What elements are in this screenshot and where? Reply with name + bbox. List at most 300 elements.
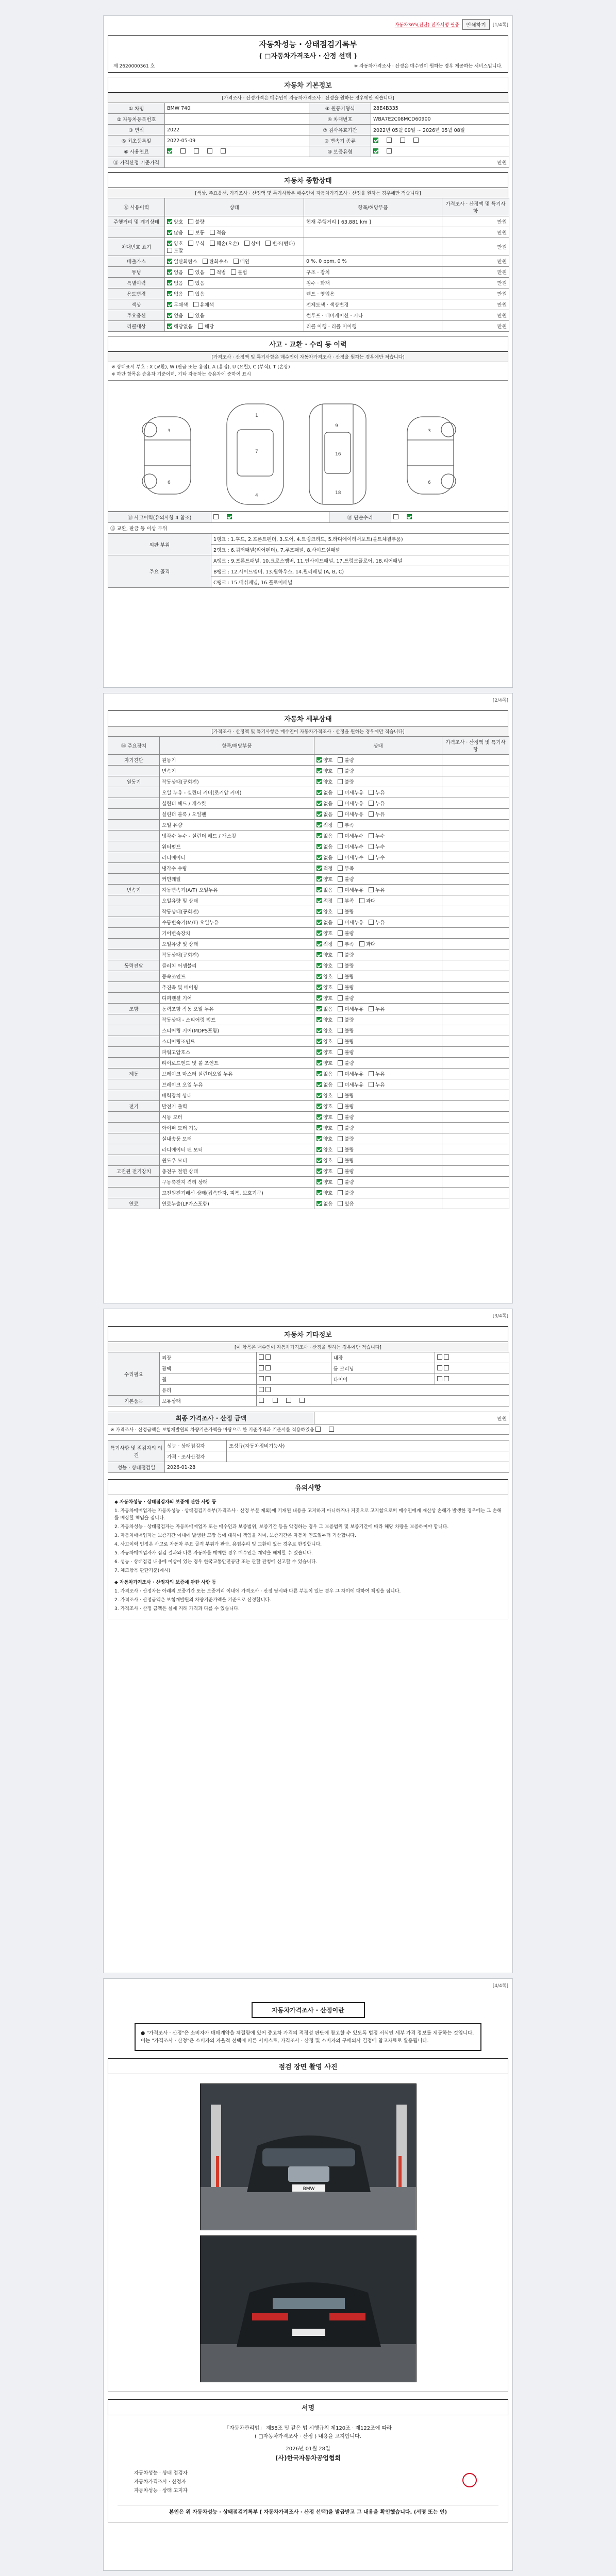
label-price-inspector: 가격 · 조사산정자 xyxy=(165,1451,227,1462)
checkbox-icon[interactable] xyxy=(188,241,193,246)
checkbox-icon[interactable] xyxy=(210,269,215,275)
table-cell xyxy=(165,299,304,310)
part-label: 11.인사이드패널 xyxy=(297,558,334,564)
table-cell xyxy=(108,982,160,993)
option-label: 없음 xyxy=(323,812,333,818)
checkbox-icon[interactable] xyxy=(338,1136,343,1141)
checkbox-icon[interactable] xyxy=(213,514,219,519)
checkbox-icon[interactable] xyxy=(259,1398,264,1403)
checkbox-icon[interactable] xyxy=(317,1125,322,1130)
checkbox-icon[interactable] xyxy=(265,1354,271,1360)
checkbox-icon[interactable] xyxy=(167,269,172,275)
checkbox-icon[interactable] xyxy=(444,1376,449,1381)
general-sub: [색상, 주요옵션, 가격조사 · 산정액 및 특기사항은 매수인이 자동차가격조사 · 산정을 원하는 경우에만 적습니다] xyxy=(108,188,508,198)
option-label: 부족 xyxy=(344,866,354,872)
checkbox-icon[interactable] xyxy=(167,324,172,329)
option-label: 불량 xyxy=(344,1126,354,1131)
part-label: 14.필러패널 xyxy=(295,569,322,575)
option-label: 양호 xyxy=(323,1137,333,1142)
checkbox-icon[interactable] xyxy=(369,1082,374,1087)
checkbox-icon[interactable] xyxy=(317,985,322,990)
checkbox-icon[interactable] xyxy=(387,148,392,154)
table-cell xyxy=(314,1069,442,1079)
rank-label: C랭크 xyxy=(213,580,226,586)
checkbox-icon[interactable] xyxy=(317,1060,322,1065)
table-cell xyxy=(314,939,442,950)
table-cell: 만원 xyxy=(442,310,509,321)
table-cell xyxy=(442,971,509,982)
checkbox-icon[interactable] xyxy=(167,302,172,307)
checkbox-icon[interactable] xyxy=(317,920,322,925)
other-sub: [이 항목은 매수인이 자동차가격조사 · 산정을 원하는 경우에만 적습니다] xyxy=(108,1342,508,1352)
checkbox-icon[interactable] xyxy=(437,1376,442,1381)
table-cell xyxy=(442,1188,509,1198)
table-cell xyxy=(314,960,442,971)
checkbox-icon[interactable] xyxy=(167,259,172,264)
table-row xyxy=(108,971,509,982)
table-cell xyxy=(108,950,160,960)
checkbox-icon[interactable] xyxy=(317,1158,322,1163)
checkbox-icon[interactable] xyxy=(188,230,193,235)
option-label: 불량 xyxy=(344,1180,354,1185)
checkbox-icon[interactable] xyxy=(188,291,193,296)
table-row xyxy=(108,798,509,809)
value-price-inspector xyxy=(227,1451,509,1462)
table-cell xyxy=(108,1123,160,1133)
label-plate: ② 자동차등록번호 xyxy=(108,114,165,125)
table-row xyxy=(108,1144,509,1155)
checkbox-icon[interactable] xyxy=(338,833,343,838)
option-label: 적정 xyxy=(323,942,333,947)
checkbox-icon[interactable] xyxy=(317,779,322,784)
seal-area xyxy=(436,2469,482,2500)
checkbox-icon[interactable] xyxy=(338,855,343,860)
svg-text:18: 18 xyxy=(335,490,341,496)
option-label: 없음 xyxy=(323,1201,333,1207)
table-cell: 충전구 절연 상태 xyxy=(160,1166,314,1177)
warranty-options xyxy=(371,146,509,157)
table-cell: 스티어링 기어(MDPS포함) xyxy=(160,1025,314,1036)
option-label: 부식 xyxy=(195,241,205,247)
table-cell xyxy=(314,1123,442,1133)
checkbox-icon[interactable] xyxy=(373,148,378,154)
checkbox-icon[interactable] xyxy=(369,790,374,795)
option-label: 없음 xyxy=(323,888,333,893)
checkbox-icon[interactable] xyxy=(338,876,343,882)
part-label: A xyxy=(325,569,329,575)
option-label: 불량 xyxy=(344,1093,354,1099)
checkbox-icon[interactable] xyxy=(194,148,199,154)
checkbox-icon[interactable] xyxy=(265,241,271,246)
rank-label: 2랭크 xyxy=(213,548,226,553)
table-cell: 고전원 전기장치 xyxy=(108,1166,160,1177)
table-row xyxy=(108,1101,509,1112)
label-vin: ④ 차대번호 xyxy=(309,114,371,125)
checkbox-icon[interactable] xyxy=(338,801,343,806)
table-cell: 브레이크 오일 누유 xyxy=(160,1079,314,1090)
table-cell: 전기 xyxy=(108,1101,160,1112)
checkbox-icon[interactable] xyxy=(259,1354,264,1360)
checkbox-icon[interactable] xyxy=(286,1398,291,1403)
checkbox-icon[interactable] xyxy=(317,1049,322,1055)
checkbox-icon[interactable] xyxy=(227,514,232,519)
table-cell: 등속조인트 xyxy=(160,971,314,982)
table-cell xyxy=(314,755,442,766)
table-cell: 전체도색 · 색상변경 xyxy=(304,299,442,310)
checkbox-icon[interactable] xyxy=(317,1071,322,1076)
table-cell xyxy=(314,885,442,895)
checkbox-icon[interactable] xyxy=(407,514,412,519)
checkbox-icon[interactable] xyxy=(234,259,239,264)
checkbox-icon[interactable] xyxy=(317,811,322,817)
checkbox-icon[interactable] xyxy=(180,148,186,154)
checkbox-icon[interactable] xyxy=(338,1114,343,1120)
checkbox-icon[interactable] xyxy=(317,995,322,1001)
checkbox-icon[interactable] xyxy=(413,138,419,143)
table-cell: 썬루프 · 네비게이션 · 기타 xyxy=(304,310,442,321)
checkbox-icon[interactable] xyxy=(317,1028,322,1033)
checkbox-icon[interactable] xyxy=(338,930,343,936)
checkbox-icon[interactable] xyxy=(338,995,343,1001)
checkbox-icon[interactable] xyxy=(167,291,172,296)
table-cell xyxy=(442,1166,509,1177)
table-cell xyxy=(442,939,509,950)
table-cell xyxy=(314,809,442,820)
table-cell xyxy=(314,950,442,960)
final-price-unit: 만원 xyxy=(314,1412,509,1425)
sign-text: 「자동차관리법」 제58조 및 같은 법 시행규칙 제120조 · 제122조에 따라 xyxy=(224,2426,392,2432)
checkbox-icon[interactable] xyxy=(338,1190,343,1195)
checkbox-icon[interactable] xyxy=(317,876,322,882)
table-cell xyxy=(314,1144,442,1155)
checkbox-icon[interactable] xyxy=(338,941,343,946)
checkbox-icon[interactable] xyxy=(207,148,212,154)
checkbox-icon[interactable] xyxy=(317,1147,322,1152)
checkbox-icon[interactable] xyxy=(317,790,322,795)
checkbox-icon[interactable] xyxy=(167,230,172,235)
checkbox-icon[interactable] xyxy=(188,280,193,285)
option-label: 양호 xyxy=(323,931,333,937)
checkbox-icon[interactable] xyxy=(338,790,343,795)
table-cell xyxy=(314,787,442,798)
checkbox-icon[interactable] xyxy=(317,1006,322,1011)
label-simple-repair: ⑭ 단순수리 xyxy=(329,512,391,523)
checkbox-icon[interactable] xyxy=(167,313,172,318)
checkbox-icon[interactable] xyxy=(273,1398,278,1403)
checkbox-icon[interactable] xyxy=(265,1365,271,1370)
table-cell xyxy=(108,809,160,820)
checkbox-icon[interactable] xyxy=(231,269,236,275)
other-header: 자동차 기타정보 xyxy=(108,1326,508,1342)
table-cell: 제동 xyxy=(108,1069,160,1079)
checkbox-icon[interactable] xyxy=(369,833,374,838)
item-label: 외장 xyxy=(160,1352,257,1363)
checkbox-icon[interactable] xyxy=(338,985,343,990)
checkbox-icon[interactable] xyxy=(338,1060,343,1065)
checkbox-icon[interactable] xyxy=(317,887,322,892)
checkbox-icon[interactable] xyxy=(317,1093,322,1098)
table-row xyxy=(108,1047,509,1058)
receipt-text: 본인은 위 자동차성능 · 상태점검기록부 [ 자동차가격조사 · 산정 선택]을 발급받고 그 내용을 확인했습니다. xyxy=(169,2509,412,2515)
checkbox-icon[interactable] xyxy=(265,1387,271,1392)
table-cell: 발전기 출력 xyxy=(160,1101,314,1112)
table-cell: 만원 xyxy=(442,256,509,267)
checkbox-icon[interactable] xyxy=(444,1354,449,1360)
checkbox-icon[interactable] xyxy=(259,1365,264,1370)
checkbox-icon[interactable] xyxy=(338,844,343,849)
item-label: 내장 xyxy=(331,1352,435,1363)
checkbox-icon[interactable] xyxy=(167,280,172,285)
print-button[interactable]: 인쇄하기 xyxy=(462,19,490,30)
checkbox-icon[interactable] xyxy=(317,1114,322,1120)
option-label: 불량 xyxy=(344,1061,354,1066)
checkbox-icon[interactable] xyxy=(315,1427,321,1432)
option-label: 양호 xyxy=(323,1191,333,1196)
table-row xyxy=(108,993,509,1004)
checkbox-icon[interactable] xyxy=(338,952,343,957)
checkbox-icon[interactable] xyxy=(338,1028,343,1033)
checkbox-icon[interactable] xyxy=(338,1179,343,1184)
table-row xyxy=(108,885,509,895)
table-row xyxy=(108,874,509,885)
option-label: 매연 xyxy=(240,259,249,265)
table-cell: 연료누출(LP가스포함) xyxy=(160,1198,314,1209)
role-label: 자동차성능 · 상태 고지자 xyxy=(134,2487,188,2494)
checkbox-icon[interactable] xyxy=(369,1071,374,1076)
checkbox-icon[interactable] xyxy=(369,855,374,860)
checkbox-icon[interactable] xyxy=(317,952,322,957)
option-label: 양호 xyxy=(323,1050,333,1056)
table-cell xyxy=(442,874,509,885)
table-cell xyxy=(314,1004,442,1014)
checkbox-icon[interactable] xyxy=(167,219,172,224)
document-subtitle: ( □자동차가격조사 · 산정 선택 ) xyxy=(259,53,357,60)
table-cell: 오일 누유 - 실린더 커버(로커암 커버) xyxy=(160,787,314,798)
table-cell: 만원 xyxy=(442,238,509,256)
checkbox-icon[interactable] xyxy=(338,898,343,903)
checkbox-icon[interactable] xyxy=(210,230,215,235)
checkbox-icon[interactable] xyxy=(338,963,343,968)
table-cell: 자기진단 xyxy=(108,755,160,766)
checkbox-icon[interactable] xyxy=(338,822,343,827)
checkbox-icon[interactable] xyxy=(198,324,203,329)
checkbox-icon[interactable] xyxy=(338,1049,343,1055)
checkbox-icon[interactable] xyxy=(369,920,374,925)
option-label: 부족 xyxy=(344,899,354,904)
checkbox-icon[interactable] xyxy=(317,1201,322,1206)
checkbox-icon[interactable] xyxy=(299,1398,305,1403)
option-label: 해당 xyxy=(204,324,214,330)
table-cell xyxy=(442,982,509,993)
table-row xyxy=(108,906,509,917)
option-label: 양호 xyxy=(323,963,333,969)
table-cell xyxy=(442,852,509,863)
table-cell: 오일유량 및 상태 xyxy=(160,895,314,906)
table-cell xyxy=(314,1188,442,1198)
checkbox-icon[interactable] xyxy=(317,909,322,914)
option-label: 적법 xyxy=(216,270,226,276)
table-cell xyxy=(442,917,509,928)
checkbox-icon[interactable] xyxy=(369,1006,374,1011)
option-label: 있음 xyxy=(344,1201,354,1207)
option-label: 미세누유 xyxy=(344,920,364,926)
checkbox-icon[interactable] xyxy=(338,1201,343,1206)
checkbox-icon[interactable] xyxy=(193,302,198,307)
checkbox-icon[interactable] xyxy=(338,1147,343,1152)
checkbox-icon[interactable] xyxy=(359,898,364,903)
checkbox-icon[interactable] xyxy=(338,768,343,773)
checkbox-icon[interactable] xyxy=(329,1427,334,1432)
checkbox-icon[interactable] xyxy=(317,1136,322,1141)
checkbox-icon[interactable] xyxy=(317,974,322,979)
table-cell xyxy=(108,227,165,238)
checkbox-icon[interactable] xyxy=(317,801,322,806)
checkbox-icon[interactable] xyxy=(317,1179,322,1184)
accident-sub: [가격조사 · 산정액 및 특기사항은 매수인이 자동차가격조사 · 산정을 원하는 경우에만 적습니다] xyxy=(108,351,508,362)
checkbox-icon[interactable] xyxy=(167,241,172,246)
checkbox-icon[interactable] xyxy=(338,1104,343,1109)
table-cell xyxy=(314,1036,442,1047)
table-cell xyxy=(108,895,160,906)
table-cell xyxy=(314,1112,442,1123)
checkbox-icon[interactable] xyxy=(369,844,374,849)
checkbox-icon[interactable] xyxy=(437,1365,442,1370)
checkbox-icon[interactable] xyxy=(317,941,322,946)
checkbox-icon[interactable] xyxy=(338,887,343,892)
table-row xyxy=(108,227,509,238)
checkbox-icon[interactable] xyxy=(338,1168,343,1174)
option-label: 없음 xyxy=(323,1007,333,1012)
checkbox-icon[interactable] xyxy=(317,898,322,903)
table-cell: 차대번호 표기 xyxy=(108,238,165,256)
checkbox-icon[interactable] xyxy=(338,779,343,784)
checkbox-icon[interactable] xyxy=(338,1082,343,1087)
checkbox-icon[interactable] xyxy=(317,1017,322,1022)
photo-area xyxy=(108,2074,508,2392)
table-cell xyxy=(108,1058,160,1069)
table-cell: 배력장치 상태 xyxy=(160,1090,314,1101)
option-label: 불량 xyxy=(344,758,354,764)
col-header: 가격조사 · 산정액 및 특기사항 xyxy=(442,737,509,755)
option-label: 있음 xyxy=(195,281,205,286)
checkbox-icon[interactable] xyxy=(338,920,343,925)
checkbox-icon[interactable] xyxy=(317,757,322,762)
table-row xyxy=(108,1004,509,1014)
checkbox-icon[interactable] xyxy=(317,866,322,871)
svg-text:3: 3 xyxy=(428,429,431,434)
checkbox-icon[interactable] xyxy=(437,1354,442,1360)
label-panel: ⑮ 교환, 판금 등 이상 부위 xyxy=(108,523,509,534)
checkbox-icon[interactable] xyxy=(338,974,343,979)
checkbox-icon[interactable] xyxy=(338,1017,343,1022)
option-label: 불량 xyxy=(344,1028,354,1034)
table-cell: 커먼레일 xyxy=(160,874,314,885)
option-label: 불량 xyxy=(344,996,354,1002)
label-outer-panel: 외판 부위 xyxy=(108,534,211,555)
table-row xyxy=(108,1123,509,1133)
checkbox-icon[interactable] xyxy=(317,1168,322,1174)
checkbox-icon[interactable] xyxy=(259,1387,264,1392)
checkbox-icon[interactable] xyxy=(393,514,398,519)
table-cell: 연료 xyxy=(108,1198,160,1209)
checkbox-icon[interactable] xyxy=(244,241,249,246)
checkbox-icon[interactable] xyxy=(188,269,193,275)
checkbox-icon[interactable] xyxy=(317,1190,322,1195)
checkbox-icon[interactable] xyxy=(167,248,172,253)
checkbox-icon[interactable] xyxy=(369,887,374,892)
checkbox-icon[interactable] xyxy=(338,757,343,762)
table-cell: 자동변속기(A/T) 오일누유 xyxy=(160,885,314,895)
table-cell xyxy=(442,1090,509,1101)
checkbox-icon[interactable] xyxy=(387,138,392,143)
checkbox-icon[interactable] xyxy=(317,930,322,936)
table-row xyxy=(108,299,509,310)
table-cell xyxy=(442,895,509,906)
checkbox-icon[interactable] xyxy=(338,811,343,817)
table-cell: 0 %, 0 ppm, 0 % xyxy=(304,256,442,267)
value-car-name: BMW 740i xyxy=(165,103,309,114)
checkbox-icon[interactable] xyxy=(359,941,364,946)
checkbox-icon[interactable] xyxy=(373,138,378,143)
checkbox-icon[interactable] xyxy=(203,259,208,264)
table-row xyxy=(108,1025,509,1036)
checkbox-icon[interactable] xyxy=(259,1376,264,1381)
option-label: 양호 xyxy=(323,1169,333,1175)
checkbox-icon[interactable] xyxy=(167,148,172,154)
checkbox-icon[interactable] xyxy=(221,148,226,154)
checkbox-icon[interactable] xyxy=(317,1039,322,1044)
table-row xyxy=(108,1188,509,1198)
checkbox-icon[interactable] xyxy=(265,1376,271,1381)
checkbox-icon[interactable] xyxy=(369,801,374,806)
checkbox-icon[interactable] xyxy=(338,866,343,871)
checkbox-icon[interactable] xyxy=(317,1082,322,1087)
e-sign-link[interactable]: 자동차365(진단) 전자서명 필증 xyxy=(394,23,460,28)
checkbox-icon[interactable] xyxy=(317,822,322,827)
table-row xyxy=(108,1079,509,1090)
checkbox-icon[interactable] xyxy=(400,138,405,143)
table-cell: 와이퍼 모터 기능 xyxy=(160,1123,314,1133)
table-cell: 리콜대상 xyxy=(108,321,165,332)
checkbox-icon[interactable] xyxy=(317,1104,322,1109)
table-cell xyxy=(165,238,304,256)
checkbox-icon[interactable] xyxy=(369,811,374,817)
checkbox-icon[interactable] xyxy=(317,833,322,838)
checkbox-icon[interactable] xyxy=(188,219,193,224)
legend-line: ※ 하단 항목은 승용차 기준이며, 기타 자동차는 승용차에 준하여 표시 xyxy=(111,371,251,377)
checkbox-icon[interactable] xyxy=(338,1158,343,1163)
checkbox-icon[interactable] xyxy=(338,1093,343,1098)
checkbox-icon[interactable] xyxy=(338,1006,343,1011)
checkbox-icon[interactable] xyxy=(317,963,322,968)
checkbox-icon[interactable] xyxy=(317,855,322,860)
checkbox-icon[interactable] xyxy=(338,1039,343,1044)
table-row xyxy=(108,1155,509,1166)
option-label: 많음 xyxy=(174,230,184,236)
checkbox-icon[interactable] xyxy=(444,1365,449,1370)
part-label: 3.도어 xyxy=(279,537,294,543)
checkbox-icon[interactable] xyxy=(338,909,343,914)
option-label: 불량 xyxy=(344,1104,354,1110)
checkbox-icon[interactable] xyxy=(338,1071,343,1076)
checkbox-icon[interactable] xyxy=(317,844,322,849)
col-header: 항목/해당부품 xyxy=(160,737,314,755)
checkbox-icon[interactable] xyxy=(338,1125,343,1130)
value-inspection: 2022년 05월 09일 ~ 2026년 05월 08일 xyxy=(371,125,509,135)
checkbox-icon[interactable] xyxy=(188,313,193,318)
checkbox-icon[interactable] xyxy=(317,768,322,773)
checkbox-icon[interactable] xyxy=(210,241,215,246)
